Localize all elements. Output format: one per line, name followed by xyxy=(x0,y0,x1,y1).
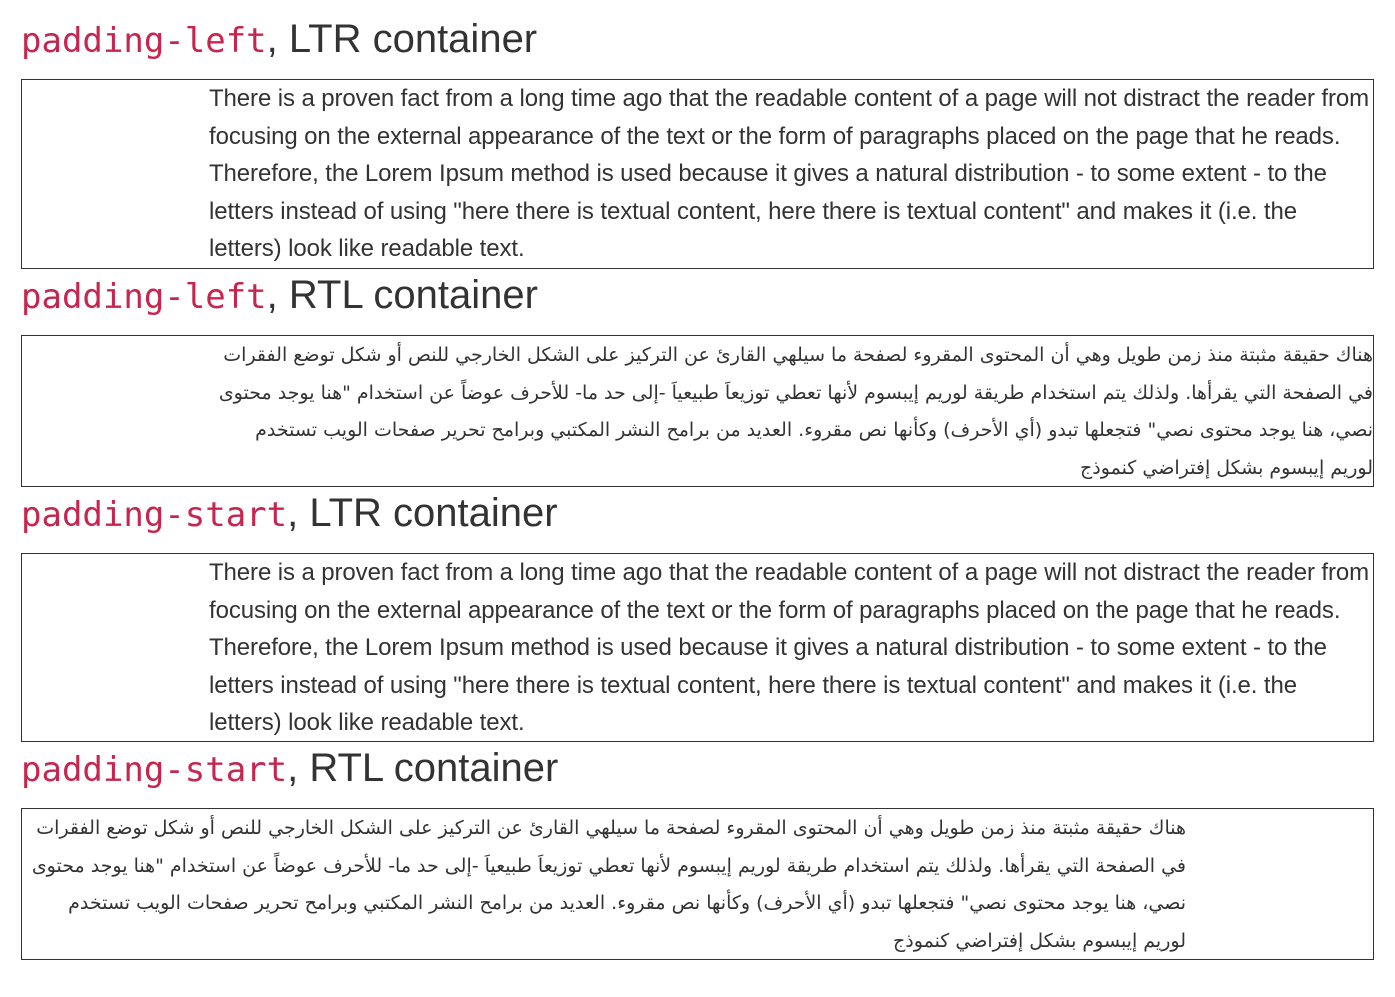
rtl-container-padding-start xyxy=(21,808,1374,960)
heading-suffix: , RTL container xyxy=(287,746,559,790)
css-property-code: padding-start xyxy=(21,495,288,535)
css-property-code: padding-start xyxy=(21,750,288,790)
paragraph-text: There is a proven fact from a long time ago that the readable content of a page will not distract the reader from focusing on the external appearance of the text or the form of paragraphs placed on the page that he reads. Therefore, the Lorem Ipsum method is used because it gives a natural distribution - to some extent - to the letters instead of using "here there is textual content, here there is textual content" and makes it (i.e. the letters) look like readable text. xyxy=(209,85,1370,262)
section-heading-padding-left-rtl xyxy=(21,273,538,319)
paragraph-text: هناك حقيقة مثبتة منذ زمن طويل وهي أن المحتوى المقروء لصفحة ما سيلهي القارئ عن التركيز على الشكل الخارجي للنص أو شكل توضع الفقرات في الصفحة التي يقرأها. ولذلك يتم استخدام طريقة لوريم إيبسوم لأنها تعطي توزيعاَ طبيعياَ -إلى حد ما- للأحرف عوضاً عن استخدام "هنا يوجد محتوى نصي، هنا يوجد محتوى نصي" فتجعلها تبدو (أي الأحرف) وكأنها نص مقروء. العديد من برامح النشر المكتبي وبرامح تحرير صفحات الويب تستخدم لوريم إيبسوم بشكل إفتراضي كنموذج xyxy=(218,344,1373,479)
rtl-container-padding-left xyxy=(21,335,1374,487)
section-heading-padding-start-rtl xyxy=(21,746,558,792)
heading-suffix: , LTR container xyxy=(287,491,558,535)
css-property-code: padding-left xyxy=(21,277,267,317)
css-property-code: padding-left xyxy=(21,21,267,61)
heading-suffix: , LTR container xyxy=(266,17,538,61)
paragraph-text: There is a proven fact from a long time ago that the readable content of a page will not distract the reader from focusing on the external appearance of the text or the form of paragraphs placed on the page that he reads. Therefore, the Lorem Ipsum method is used because it gives a natural distribution - to some extent - to the letters instead of using "here there is textual content, here there is textual content" and makes it (i.e. the letters) look like readable text. xyxy=(209,559,1370,736)
ltr-container-padding-left xyxy=(21,79,1374,269)
ltr-container-padding-start xyxy=(21,553,1374,742)
heading-suffix: , RTL container xyxy=(266,273,538,317)
paragraph-text: هناك حقيقة مثبتة منذ زمن طويل وهي أن المحتوى المقروء لصفحة ما سيلهي القارئ عن التركيز على الشكل الخارجي للنص أو شكل توضع الفقرات في الصفحة التي يقرأها. ولذلك يتم استخدام طريقة لوريم إيبسوم لأنها تعطي توزيعاَ طبيعياَ -إلى حد ما- للأحرف عوضاً عن استخدام "هنا يوجد محتوى نصي، هنا يوجد محتوى نصي" فتجعلها تبدو (أي الأحرف) وكأنها نص مقروء. العديد من برامح النشر المكتبي وبرامح تحرير صفحات الويب تستخدم لوريم إيبسوم بشكل إفتراضي كنموذج xyxy=(31,817,1186,952)
section-heading-padding-start-ltr xyxy=(21,491,558,537)
section-heading-padding-left-ltr xyxy=(21,17,537,63)
